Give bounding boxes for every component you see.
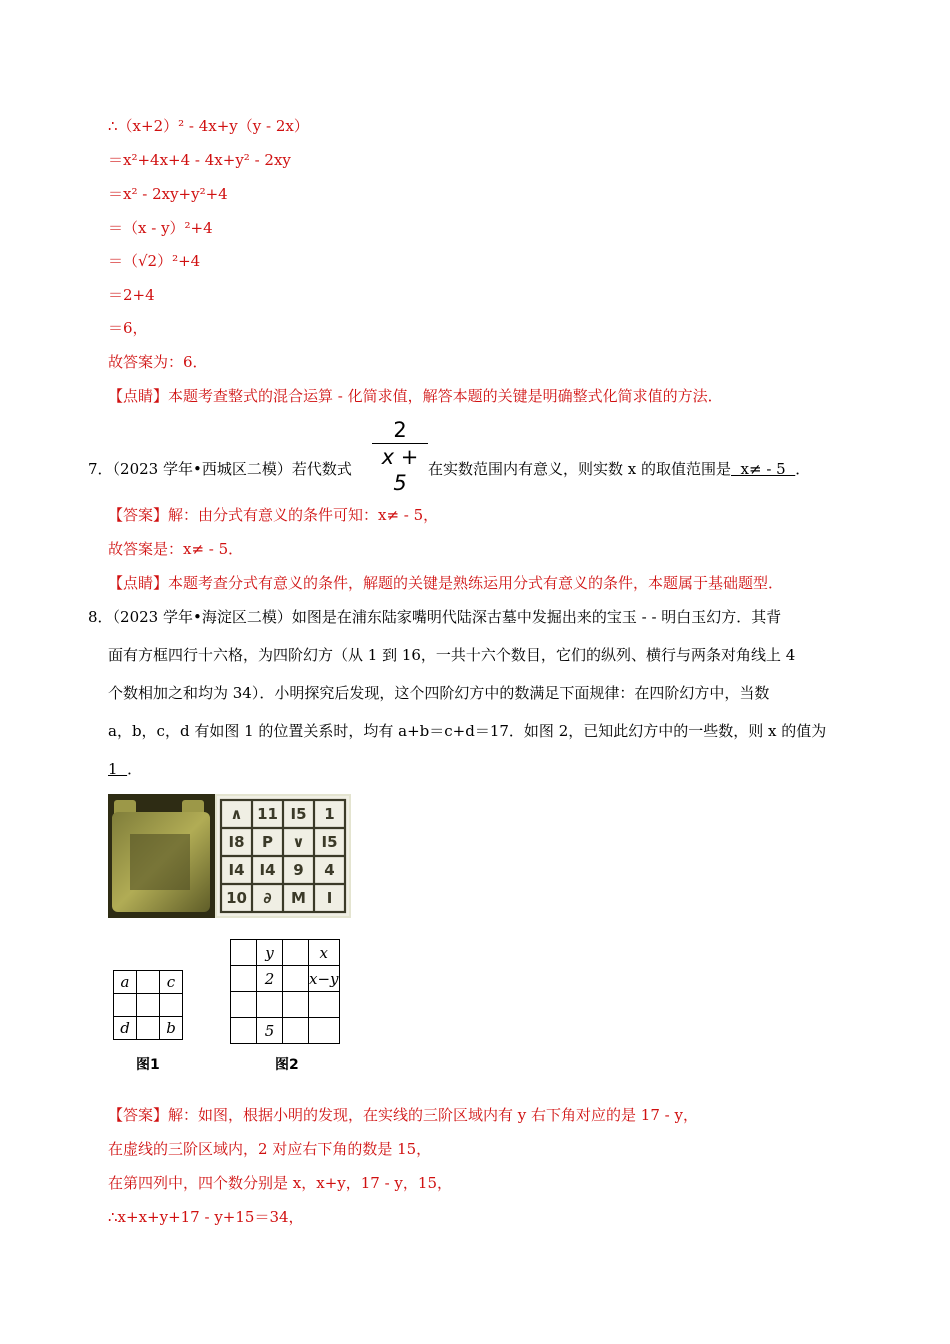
grid-cell: b: [160, 1017, 183, 1040]
figure-2-label: 图2: [275, 1057, 299, 1073]
photo-glyph: I: [326, 889, 333, 907]
grid-cell: x−y: [309, 966, 340, 992]
question-text: 在实数范围内有意义，则实数 x 的取值范围是: [428, 460, 731, 478]
photo-glyph: 4: [324, 861, 335, 879]
fraction-expression: [372, 417, 428, 495]
photo-glyph: ∧: [230, 805, 243, 823]
grid-cell: [137, 1017, 160, 1040]
answer-line: 故答案是：x≠ - 5．: [108, 540, 244, 558]
figure-1-label: 图1: [136, 1057, 160, 1073]
photo-glyph: I8: [228, 833, 245, 851]
grid-cell: [283, 1018, 309, 1044]
grid-cell: [283, 940, 309, 966]
question-text: 面有方框四行十六格，为四阶幻方（从 1 到 16，一共十六个数目，它们的纵列、横行与两条对角线上 4: [108, 646, 796, 664]
photo-glyph: 10: [226, 889, 247, 907]
grid-row: [231, 992, 340, 1018]
fraction-denominator: x + 5: [381, 445, 419, 495]
tip-line: 【点睛】本题考查分式有意义的条件，解题的关键是熟练运用分式有意义的条件，本题属于基础题型．: [108, 574, 784, 592]
grid-cell: [283, 992, 309, 1018]
solution-line: ＝6，: [108, 319, 148, 337]
photo-glyph: 11: [257, 805, 278, 823]
grid-cell: y: [257, 940, 283, 966]
photo-glyph: ∂: [263, 889, 272, 907]
solution-line: ＝2+4: [108, 286, 155, 304]
grid-cell: 5: [257, 1018, 283, 1044]
question-number: 7．: [88, 460, 113, 478]
answer-line: 故答案为：6．: [108, 353, 208, 371]
question-number: 8．: [88, 608, 113, 626]
jade-magic-square-photo: [108, 794, 351, 918]
grid-cell: 2: [257, 966, 283, 992]
answer-line: [108, 759, 142, 779]
grid-row: [231, 1018, 340, 1044]
photo-glyph: ∨: [292, 833, 305, 851]
grid-cell: [309, 992, 340, 1018]
question-7-continued: [428, 459, 810, 479]
grid-cell: [231, 940, 257, 966]
figure-1-grid: [113, 970, 183, 1040]
grid-cell: [114, 994, 137, 1017]
grid-cell: [231, 966, 257, 992]
grid-cell: x: [309, 940, 340, 966]
photo-glyph: I5: [321, 833, 338, 851]
answer-line: 在第四列中，四个数分别是 x，x+y，17 - y，15，: [108, 1174, 452, 1192]
grid-cell: [257, 992, 283, 1018]
photo-glyph: I4: [259, 861, 276, 879]
grid-cell: [231, 1018, 257, 1044]
question-text: a，b，c，d 有如图 1 的位置关系时，均有 a+b＝c+d＝17．如图 2，已知此幻方中的一些数，则 x 的值为: [108, 722, 827, 740]
grid-row: [114, 971, 183, 994]
answer-line: 在虚线的三阶区域内，2 对应右下角的数是 15，: [108, 1140, 432, 1158]
answer-blank: x≠ - 5: [731, 460, 796, 478]
solution-line: ＝x²+4x+4 - 4x+y² - 2xy: [108, 151, 291, 169]
answer-blank: 1: [108, 760, 128, 778]
photo-glyph: I5: [290, 805, 307, 823]
grid-cell: c: [160, 971, 183, 994]
photo-glyph: P: [262, 833, 273, 851]
solution-line: ＝（x - y）²+4: [108, 219, 213, 237]
question-7: [88, 459, 352, 479]
question-8: [88, 607, 781, 627]
answer-line: 【答案】解：由分式有意义的条件可知：x≠ - 5，: [108, 506, 439, 524]
question-text: 个数相加之和均为 34）．小明探究后发现，这个四阶幻方中的数满足下面规律：在四阶幻方中，当数: [108, 684, 770, 702]
solution-line: ＝x² - 2xy+y²+4: [108, 185, 228, 203]
photo-glyph: M: [291, 889, 306, 907]
grid-row: [114, 1017, 183, 1040]
grid-cell: [283, 966, 309, 992]
photo-glyph: 1: [324, 805, 335, 823]
period: ．: [127, 760, 143, 778]
grid-cell: [137, 994, 160, 1017]
grid-cell: a: [114, 971, 137, 994]
grid-cell: [231, 992, 257, 1018]
solution-line: ∴（x+2）² - 4x+y（y - 2x）: [108, 117, 309, 135]
tip-line: 【点睛】本题考查整式的混合运算 - 化简求值，解答本题的关键是明确整式化简求值的方法．: [108, 387, 723, 405]
answer-line: ∴x+x+y+17 - y+15＝34，: [108, 1208, 304, 1226]
grid-cell: d: [114, 1017, 137, 1040]
grid-row: [231, 940, 340, 966]
photo-glyph: 9: [293, 861, 304, 879]
grid-cell: [160, 994, 183, 1017]
grid-row: [114, 994, 183, 1017]
photo-glyph: I4: [228, 861, 245, 879]
figure-2-grid: [230, 939, 340, 1044]
grid-row: [231, 966, 340, 992]
fraction-numerator: 2: [393, 418, 407, 442]
grid-cell: [137, 971, 160, 994]
grid-cell: [309, 1018, 340, 1044]
period: ．: [795, 460, 811, 478]
question-text: （2023 学年•海淀区二模）如图是在浦东陆家嘴明代陆深古墓中发掘出来的宝玉 - - 明白玉幻方．其背: [112, 608, 782, 626]
answer-line: 【答案】解：如图，根据小明的发现，在实线的三阶区域内有 y 右下角对应的是 17 - y，: [108, 1106, 698, 1124]
solution-line: ＝（√2）²+4: [108, 252, 201, 270]
question-source: （2023 学年•西城区二模）若代数式: [112, 460, 352, 478]
